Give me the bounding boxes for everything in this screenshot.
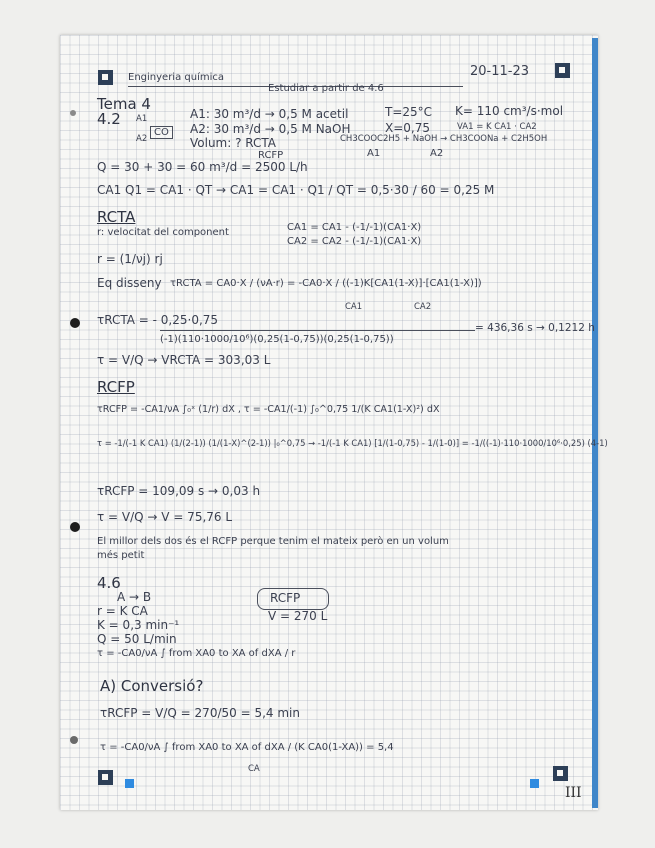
logo-icon <box>98 70 113 85</box>
rate-constant: K= 110 cm³/s·mol <box>455 104 564 118</box>
blue-square-icon <box>530 779 539 788</box>
rcta-volume: τ = V/Q → VRCTA = 303,03 L <box>97 353 271 367</box>
binder-hole-1 <box>70 318 80 328</box>
page-count: III <box>565 785 582 801</box>
binder-hole-3 <box>70 736 78 744</box>
volume-question: Volum: ? RCTA <box>190 136 277 150</box>
concentration-equation: CA1 Q1 = CA1 · QT → CA1 = CA1 · Q1 / QT = 0,5·30 / 60 = 0,25 M <box>97 183 495 197</box>
conclusion-line-2: més petit <box>97 550 145 561</box>
flow-value: Q = 50 L/min <box>97 632 177 646</box>
flow-equation: Q = 30 + 30 = 60 m³/d = 2500 L/h <box>97 160 308 174</box>
fraction-bar <box>160 330 475 331</box>
reactor-box-title: RCFP <box>270 591 301 605</box>
problem-4-6-number: 4.6 <box>97 574 121 592</box>
reagent-a2: A2 <box>430 148 444 159</box>
date-label: 20-11-23 <box>470 64 530 79</box>
reaction-a-to-b: A → B <box>117 590 152 604</box>
temperature: T=25°C <box>385 105 433 119</box>
ca-label: CA <box>248 764 260 774</box>
binder-hole-4 <box>70 110 76 116</box>
reagent-a1: A1 <box>367 148 381 159</box>
k-value: K = 0,3 min⁻¹ <box>97 618 180 632</box>
tau-general: τ = -CA0/νA ∫ from XA0 to XA of dXA / r <box>97 648 296 659</box>
rcfp-option: RCFP <box>258 150 284 161</box>
reactor-volume: V = 270 L <box>268 609 328 623</box>
rate-relation: r = (1/νj) rj <box>97 252 163 266</box>
ca2-equation: CA2 = CA2 - (-1/-1)(CA1·X) <box>287 236 422 247</box>
velocity-label: r: velocitat del component <box>97 227 229 238</box>
tau-rcfp-result: τRCFP = 109,09 s → 0,03 h <box>97 484 261 498</box>
rcta-heading: RCTA <box>97 208 136 226</box>
tau-rcfp-calculation: τ = -1/(-1 K CA1) (1/(2-1)) (1/(1-X)^(2-1)) |₀^0,75 → -1/(-1 K CA1) [1/(1-0,75) - 1/(1-0)] = -1/((-1)·110·1000/10⁶·0,25) (4-1) <box>97 438 608 448</box>
binder-hole-2 <box>70 522 80 532</box>
tau-rcta-result: = 436,36 s → 0,1212 h <box>475 322 595 334</box>
reaction-equation: CH3COOC2H5 + NaOH → CH3COONa + C2H5OH <box>340 134 548 144</box>
rate-law: VA1 = K CA1 · CA2 <box>457 122 537 132</box>
rcfp-volume: τ = V/Q → V = 75,76 L <box>97 510 233 524</box>
conversion: X=0,75 <box>385 121 430 135</box>
tau-rcta-denominator: (-1)(110·1000/10⁶)(0,25(1-0,75))(0,25(1-0,75)) <box>160 334 394 345</box>
feed-a2: A2: 30 m³/d → 0,5 M NaOH <box>190 122 351 136</box>
notebook-edge <box>592 38 598 808</box>
part-a-heading: A) Conversió? <box>100 677 204 695</box>
ca1-label: CA1 <box>345 302 363 312</box>
tau-integral-4-6: τ = -CA0/νA ∫ from XA0 to XA of dXA / (K CA0(1-XA)) = 5,4 <box>100 742 394 753</box>
design-label: Eq disseny <box>97 276 162 290</box>
sketch-a2: A2 <box>136 134 148 144</box>
subject-label: Enginyeria química <box>128 72 224 83</box>
tau-rcfp-value: τRCFP = V/Q = 270/50 = 5,4 min <box>100 706 300 720</box>
tau-rcta-numerator: τRCTA = - 0,25·0,75 <box>97 313 219 327</box>
ca1-equation: CA1 = CA1 - (-1/-1)(CA1·X) <box>287 222 422 233</box>
problem-number: 4.2 <box>97 110 121 128</box>
logo-icon <box>555 63 570 78</box>
blue-square-icon <box>125 779 134 788</box>
sketch-a1: A1 <box>136 114 148 124</box>
header-note: Estudiar a partir de 4.6 <box>268 83 384 94</box>
feed-a1: A1: 30 m³/d → 0,5 M acetil <box>190 107 349 121</box>
tau-rcta-definition: τRCTA = CA0·X / (νA·r) = -CA0·X / ((-1)K[CA1(1-X)]·[CA1(1-X)]) <box>170 278 482 289</box>
logo-icon <box>98 770 113 785</box>
ca2-label: CA2 <box>414 302 432 312</box>
rcfp-heading: RCFP <box>97 378 135 396</box>
sketch-reactor-box: CO <box>150 126 173 139</box>
logo-icon <box>553 766 568 781</box>
conclusion-line-1: El millor dels dos és el RCFP perque tenim el mateix però en un volum <box>97 536 449 547</box>
tau-rcfp-integral: τRCFP = -CA1/νA ∫₀ˣ (1/r) dX , τ = -CA1/(-1) ∫₀^0,75 1/(K CA1(1-X)²) dX <box>97 404 440 415</box>
tema-heading: Tema 4 <box>97 95 151 113</box>
rate-equation: r = K CA <box>97 604 148 618</box>
